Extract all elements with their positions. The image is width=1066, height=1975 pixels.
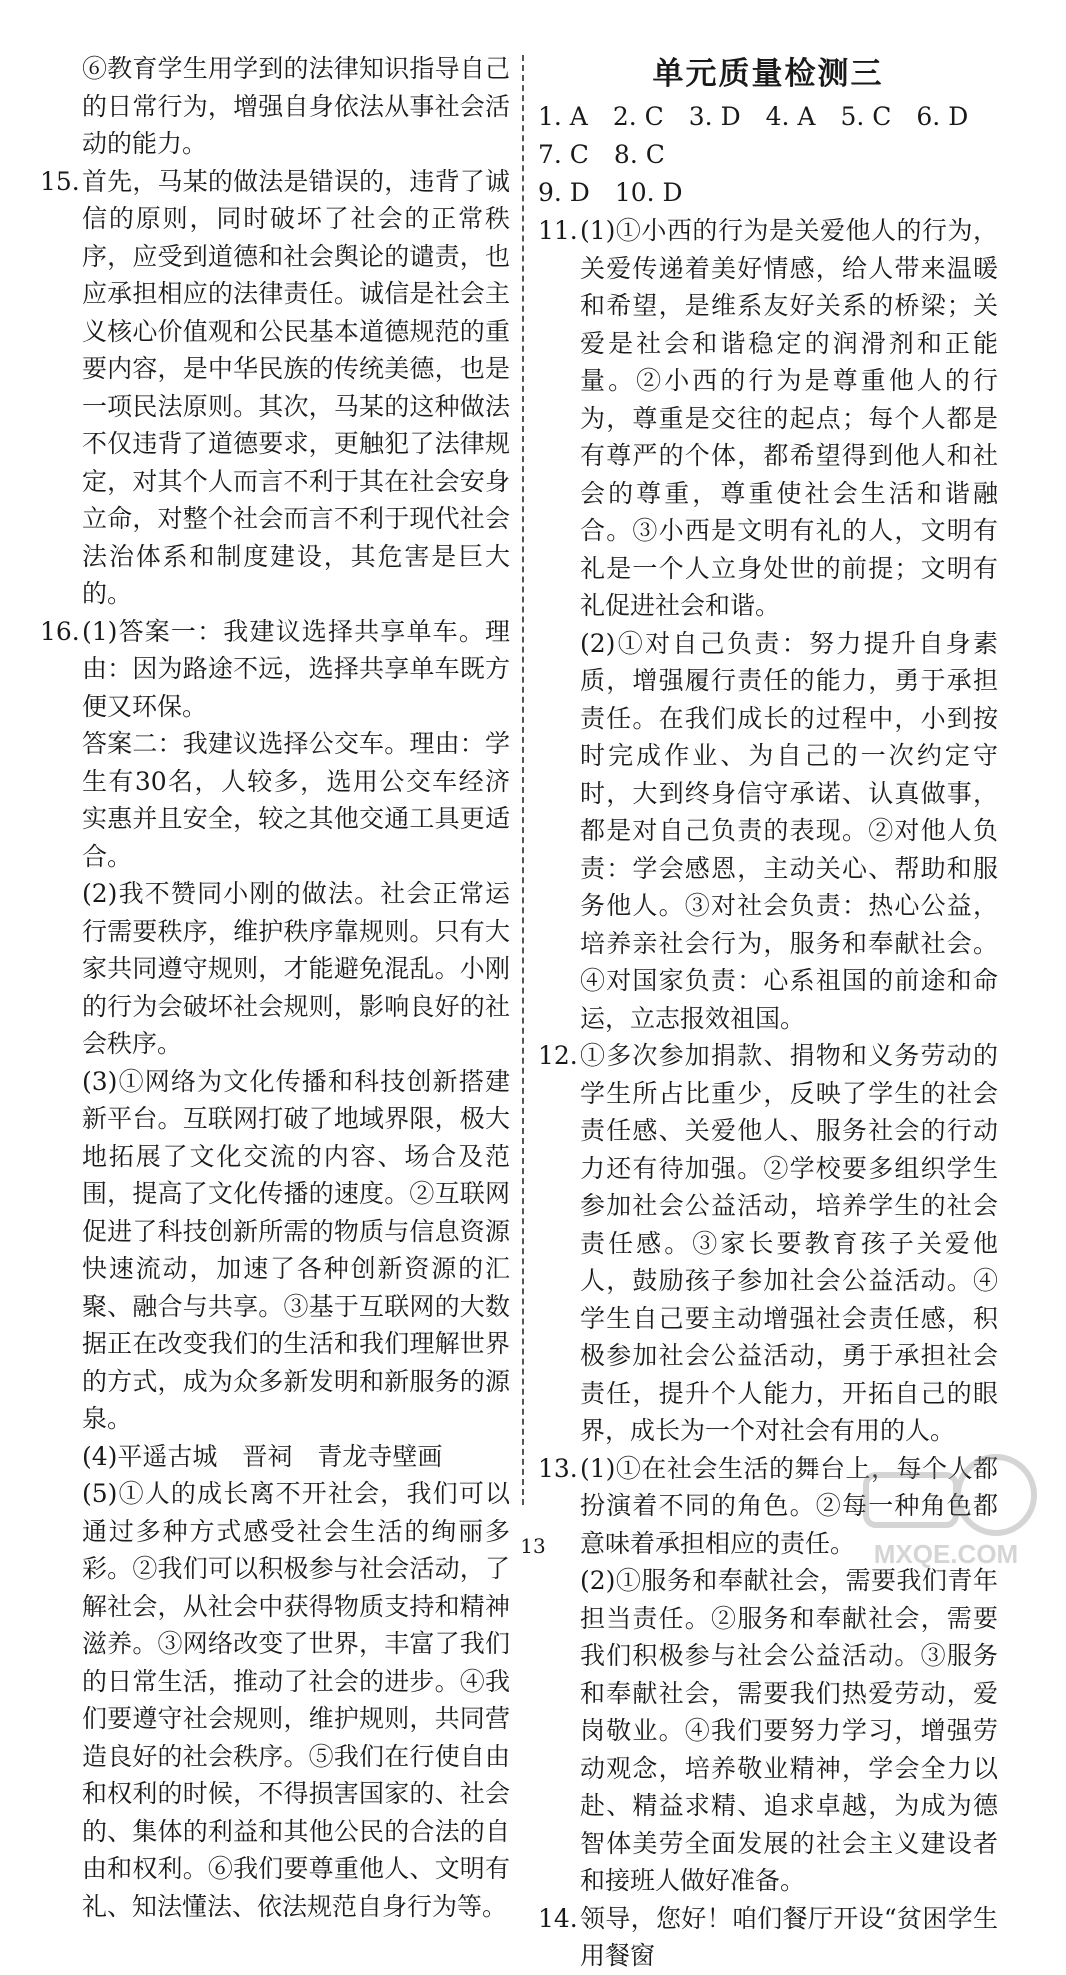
answer-item-15: [40, 163, 510, 613]
answer-paragraph: (2)①对自己负责：努力提升自身素质，增强履行责任的能力，勇于承担责任。在我们成长的过程中，小到按时完成作业、为自己的一次约定守时，大到终身信守承诺、认真做事，都是对自己负责的表现。②对他人负责：学会感恩，主动关心、帮助和服务他人。③对社会负责：热心公益，培养亲社会行为，服务和奉献社会。④对国家负责：心系祖国的前途和命运，立志报效祖国。: [580, 628, 998, 1033]
answer-paragraph: (1)①小西的行为是关爱他人的行为，关爱传递着美好情感，给人带来温暖和希望，是维系友好关系的桥梁；关爱是社会和谐稳定的润滑剂和正能量。②小西的行为是尊重他人的行为，尊重是交往的起点；每个人都是有尊严的个体，都希望得到他人和社会的尊重，尊重使社会生活和谐融合。③小西是文明有礼的人，文明有礼是一个人立身处世的前提；文明有礼促进社会和谐。: [580, 216, 998, 620]
section-title: 单元质量检测三: [652, 56, 884, 92]
mcq-answers-line: 9. D 10. D: [538, 178, 683, 207]
watermark-text: MXQE.COM: [873, 1539, 1019, 1569]
answer-paragraph: (1)答案一：我建议选择共享单车。理由：因为路途不远，选择共享单车既方便又环保。: [82, 616, 510, 721]
item-number: 13.: [538, 1453, 578, 1483]
answer-paragraph: (4)平遥古城 晋祠 青龙寺壁画: [82, 1441, 443, 1471]
answer-paragraph: (1)①在社会生活的舞台上，每个人都扮演着不同的角色。②每一种角色都意味着承担相应的责任。: [580, 1453, 998, 1558]
item-number: 15.: [40, 166, 80, 196]
answer-paragraph: ①多次参加捐款、捐物和义务劳动的学生所占比重少，反映了学生的社会责任感、关爱他人、服务社会的行动力还有待加强。②学校要多组织学生参加社会公益活动，培养学生的社会责任感。③家长要教育孩子关爱他人，鼓励孩子参加社会公益活动。④学生自己要主动增强社会责任感，积极参加社会公益活动，勇于承担社会责任，提升个人能力，开拓自己的眼界，成长为一个对社会有用的人。: [580, 1041, 998, 1445]
item-number: 11.: [538, 216, 578, 245]
answer-paragraph: ⑥教育学生用学到的法律知识指导自己的日常行为，增强自身依法从事社会活动的能力。: [82, 54, 510, 158]
answer-paragraph: 答案二：我建议选择公交车。理由：学生有30名，人较多，选用公交车经济实惠并且安全，较之其他交通工具更适合。: [82, 729, 510, 871]
answer-paragraph: 领导，您好！咱们餐厅开设“贫困学生用餐窗: [580, 1903, 998, 1970]
page-number: 13: [520, 1534, 546, 1558]
column-divider: [522, 55, 524, 1505]
item-number: 14.: [538, 1903, 578, 1933]
answer-item: [40, 50, 510, 163]
answer-item-12: [538, 1037, 998, 1450]
left-column: [40, 50, 510, 1925]
answer-paragraph: 首先，马某的做法是错误的，违背了诚信的原则，同时破坏了社会的正常秩序，应受到道德和社会舆论的谴责，也应承担相应的法律责任。诚信是社会主义核心价值观和公民基本道德规范的重要内容，是中华民族的传统美德，也是一项民法原则。其次，马某的这种做法不仅违背了道德要求，更触犯了法律规定，对其个人而言不利于其在社会安身立命，对整个社会而言不利于现代社会法治体系和制度建设，其危害是巨大的。: [82, 166, 510, 608]
item-number: 12.: [538, 1041, 578, 1070]
answer-paragraph: (2)我不赞同小刚的做法。社会正常运行需要秩序，维护秩序靠规则。只有大家共同遵守规则，才能避免混乱。小刚的行为会破坏社会规则，影响良好的社会秩序。: [82, 879, 510, 1058]
watermark-logo: [846, 1435, 1046, 1575]
answer-paragraph: (2)①服务和奉献社会，需要我们青年担当责任。②服务和奉献社会，需要我们积极参与社会公益活动。③服务和奉献社会，需要我们热爱劳动，爱岗敬业。④我们要努力学习，增强劳动观念，培养敬业精神，学会全力以赴、精益求精、追求卓越，为成为德智体美劳全面发展的社会主义建设者和接班人做好准备。: [580, 1566, 998, 1895]
answer-item-16: [40, 613, 510, 1926]
mcq-answers-line: 1. A 2. C 3. D 4. A 5. C 6. D 7. C 8. C: [538, 102, 994, 169]
answer-paragraph: (5)①人的成长离不开社会，我们可以通过多种方式感受社会生活的绚丽多彩。②我们可以积极参与社会活动，了解社会，从社会中获得物质支持和精神滋养。③网络改变了世界，丰富了我们的日常生活，推动了社会的进步。④我们要遵守社会规则，维护规则，共同营造良好的社会秩序。⑤我们在行使自由和权利的时候，不得损害国家的、社会的、集体的利益和其他公民的合法的自由和权利。⑥我们要尊重他人、文明有礼、知法懂法、依法规范自身行为等。: [82, 1479, 510, 1921]
answer-item-14: [538, 1900, 998, 1975]
answer-item-11: [538, 212, 998, 1037]
right-column: [538, 50, 998, 1975]
answer-paragraph: (3)①网络为文化传播和科技创新搭建新平台。互联网打破了地域界限，极大地拓展了文化交流的内容、场合及范围，提高了文化传播的速度。②互联网促进了科技创新所需的物质与信息资源快速流动，加速了各种创新资源的汇聚、融合与共享。③基于互联网的大数据正在改变我们的生活和我们理解世界的方式，成为众多新发明和新服务的源泉。: [82, 1066, 510, 1433]
item-number: 16.: [40, 616, 80, 646]
